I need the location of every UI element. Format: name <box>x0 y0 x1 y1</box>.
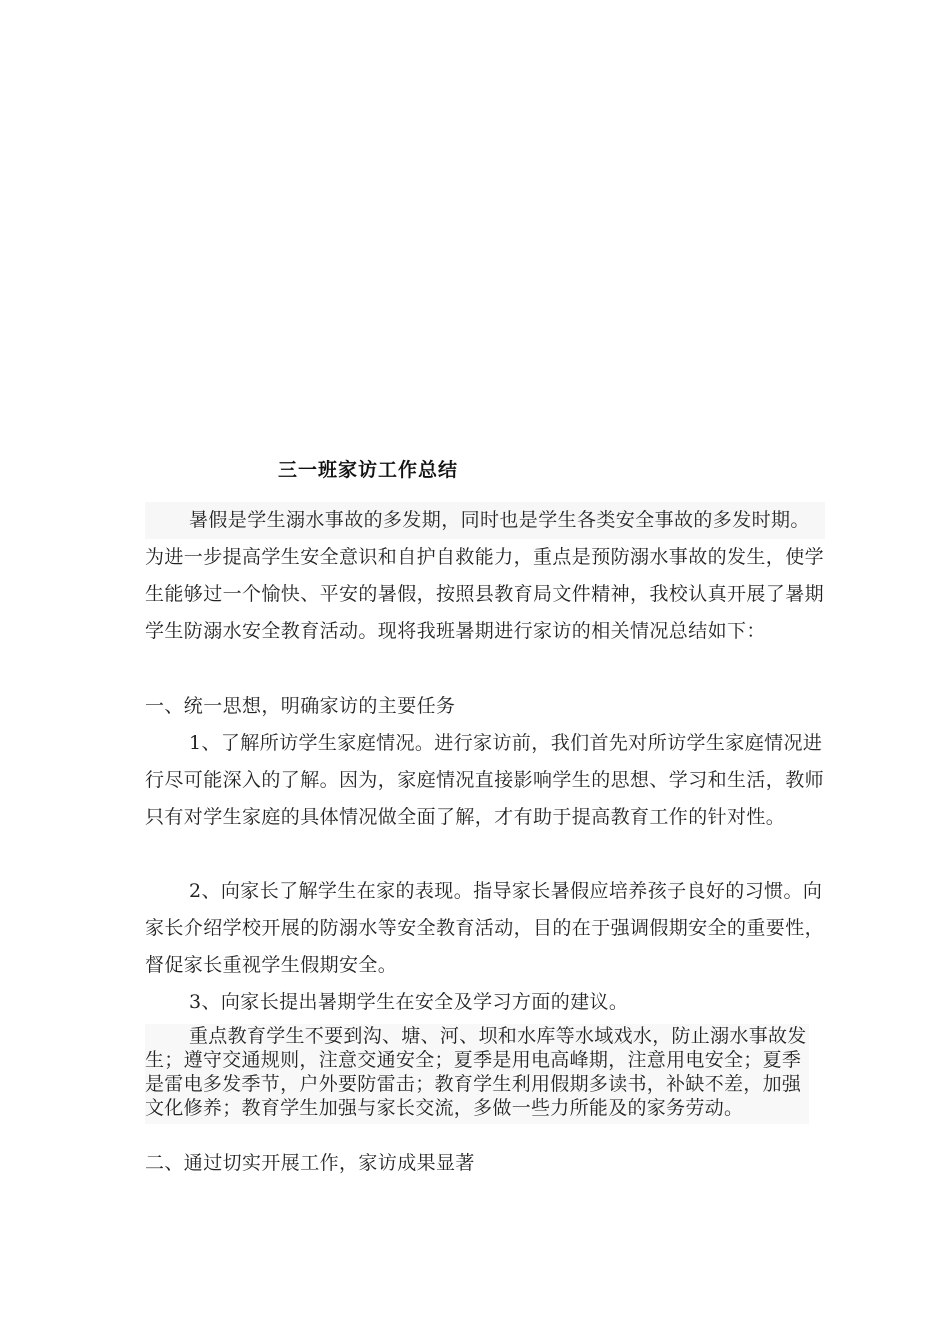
document-title: 三一班家访工作总结 <box>278 459 459 481</box>
task-item-2: 2、向家长了解学生在家的表现。指导家长暑假应培养孩子良好的习惯。向家长介绍学校开展的防溺水等安全教育活动，目的在于强调假期安全的重要性，督促家长重视学生假期安全。 <box>145 880 825 976</box>
intro-paragraph: 暑假是学生溺水事故的多发期，同时也是学生各类安全事故的多发时期。为进一步提高学生安全意识和自护自救能力，重点是预防溺水事故的发生，使学生能够过一个愉快、平安的暑假，按照县教育局文件精神，我校认真开展了暑期学生防溺水安全教育活动。现将我班暑期进行家访的相关情况总结如下： <box>145 502 825 650</box>
task-item-1: 1、了解所访学生家庭情况。进行家访前，我们首先对所访学生家庭情况进行尽可能深入的了解。因为，家庭情况直接影响学生的思想、学习和生活，教师只有对学生家庭的具体情况做全面了解，才有助于提高教育工作的针对性。 <box>145 732 825 828</box>
section-heading-1: 一、统一思想，明确家访的主要任务 <box>145 695 456 717</box>
safety-suggestions: 重点教育学生不要到沟、塘、河、坝和水库等水域戏水，防止溺水事故发生；遵守交通规则，注意交通安全；夏季是用电高峰期，注意用电安全；夏季是雷电多发季节，户外要防雷击；教育学生利用假期多读书，补缺不差，加强文化修养；教育学生加强与家长交流，多做一些力所能及的家务劳动。 <box>145 1024 809 1124</box>
task-item-3: 3、向家长提出暑期学生在安全及学习方面的建议。 <box>189 991 629 1013</box>
section-heading-2: 二、通过切实开展工作，家访成果显著 <box>145 1152 475 1174</box>
